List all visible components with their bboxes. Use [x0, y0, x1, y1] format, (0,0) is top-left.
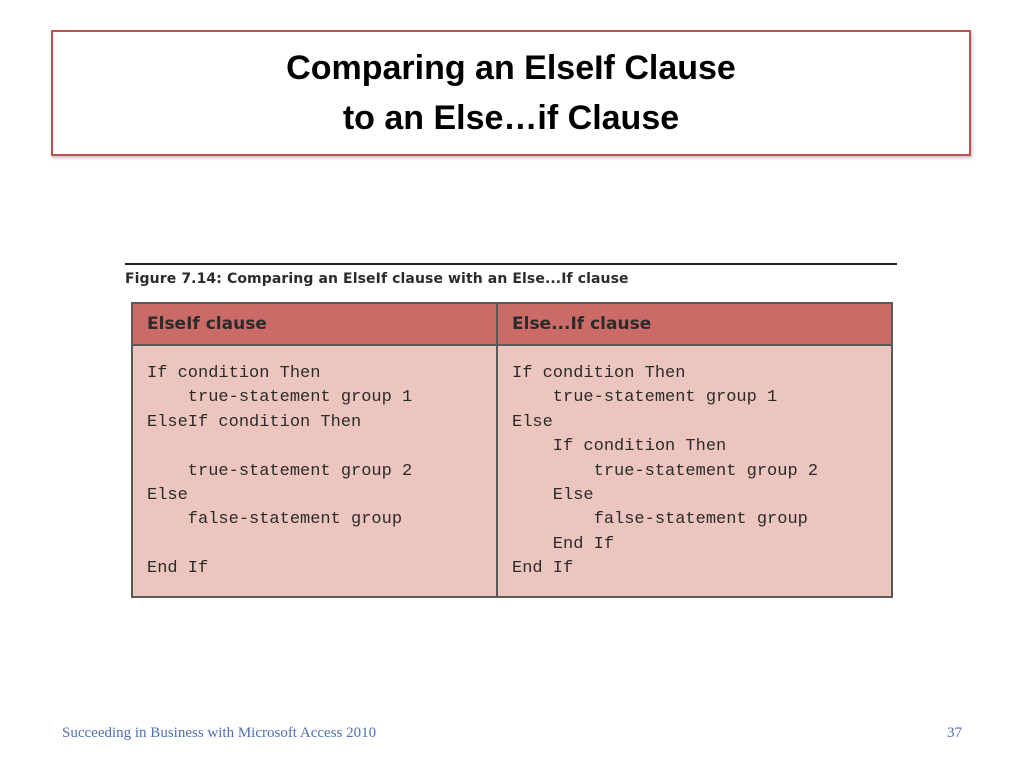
code-line: true-statement group 2 [512, 461, 819, 481]
figure-caption: Figure 7.14: Comparing an ElseIf clause with an Else...If clause [125, 271, 629, 287]
code-line: If condition Then [512, 364, 686, 383]
code-line: Else [512, 412, 553, 432]
slide-title-box [51, 30, 971, 156]
code-line [147, 435, 496, 459]
code-line: true-statement group 1 [512, 388, 778, 408]
table-header-else-if: Else...If clause [498, 304, 891, 346]
slide-title-line-2: to an Else…if Clause [342, 99, 680, 137]
code-line: true-statement group 2 [147, 461, 413, 481]
slide-title-line-1: Comparing an ElseIf Clause [286, 49, 736, 87]
table-cell-else-if-code [498, 346, 891, 596]
comparison-table [131, 302, 893, 598]
table-cell-elseif-code [133, 346, 498, 596]
code-line: If condition Then [147, 364, 321, 383]
code-line: false-statement group [147, 510, 403, 530]
code-line: false-statement group [512, 510, 808, 530]
figure [125, 263, 897, 579]
figure-top-rule [125, 263, 897, 265]
code-line: ElseIf condition Then [147, 412, 362, 432]
code-line: true-statement group 1 [147, 388, 413, 408]
code-line: If condition Then [512, 437, 727, 457]
code-line: Else [512, 485, 594, 505]
code-line: Else [147, 485, 188, 505]
table-header-elseif: ElseIf clause [133, 304, 498, 346]
code-line: End If [147, 559, 209, 579]
footer-course-title: Succeeding in Business with Microsoft Access 2010 [62, 725, 377, 741]
code-line: End If [512, 534, 615, 554]
code-line [147, 533, 496, 557]
code-line: End If [512, 559, 574, 579]
footer-page-number: 37 [947, 725, 962, 741]
